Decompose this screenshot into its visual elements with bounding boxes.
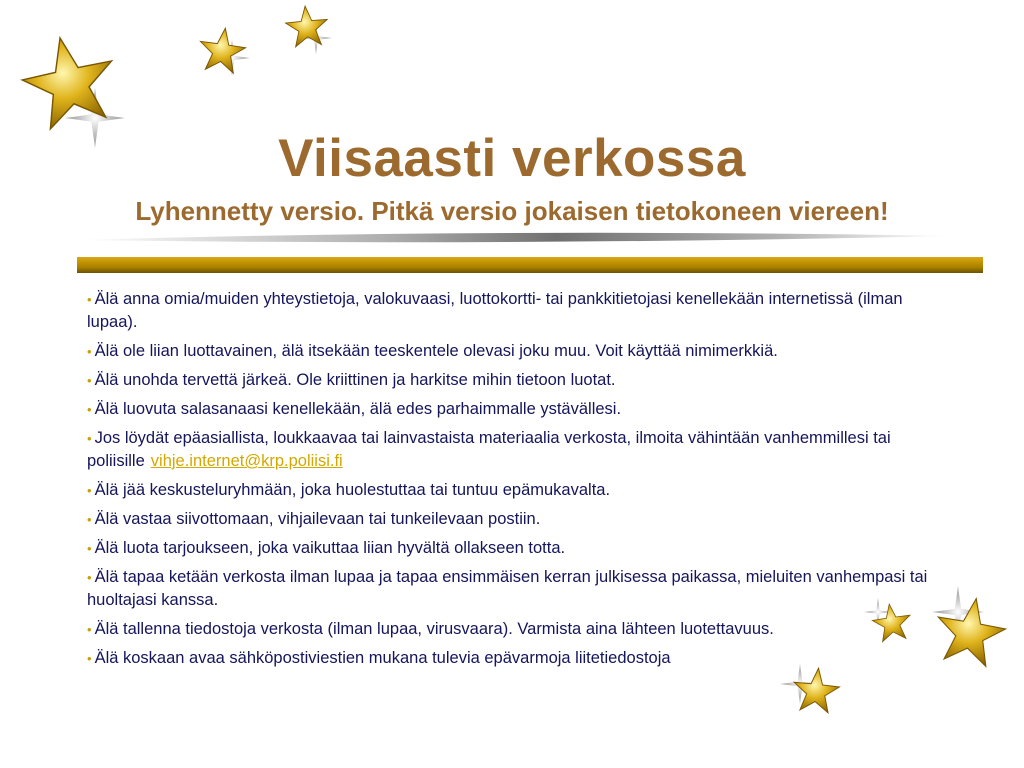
list-item: [87, 508, 947, 531]
list-item: [87, 537, 947, 560]
list-item: [87, 398, 947, 421]
list-item: [87, 479, 947, 502]
gold-divider-bar: [77, 257, 983, 273]
list-item: [87, 427, 947, 473]
list-item: [87, 288, 947, 334]
bullet-icon: •: [87, 402, 92, 417]
list-item: [87, 618, 947, 641]
list-item-text: Älä unohda tervettä järkeä. Ole kriittinen ja harkitse mihin tietoon luotat.: [94, 371, 616, 389]
list-item-text: Älä jää keskusteluryhmään, joka huolestuttaa tai tuntuu epämukavalta.: [94, 481, 611, 499]
title-swoosh: [75, 233, 950, 242]
list-item: [87, 340, 947, 363]
page-title: Viisaasti verkossa: [278, 129, 746, 188]
gold-star-icon: [284, 4, 329, 47]
bullet-icon: •: [87, 570, 92, 585]
bullet-icon: •: [87, 373, 92, 388]
bullet-icon: •: [87, 292, 92, 307]
bullet-icon: •: [87, 483, 92, 498]
bullet-icon: •: [87, 344, 92, 359]
list-item: [87, 647, 947, 670]
list-item-text: Älä luota tarjoukseen, joka vaikuttaa liian hyvältä ollakseen totta.: [94, 539, 566, 557]
silver-star-icon: [300, 22, 332, 54]
list-item: [87, 566, 947, 612]
silver-star-icon: [214, 40, 250, 76]
bullet-icon: •: [87, 431, 92, 446]
list-item: [87, 369, 947, 392]
list-item-text: Älä anna omia/muiden yhteystietoja, valokuvaasi, luottokortti- tai pankkitietojasi kenellekään internetissä (ilman lupaa).: [87, 290, 903, 331]
list-item-text: Jos löydät epäasiallista, loukkaavaa tai lainvastaista materiaalia verkosta, ilmoita vähintään vanhemmillesi tai poliisille: [87, 429, 891, 470]
gold-star-icon: [15, 29, 122, 133]
list-item-text: Älä ole liian luottavainen, älä itsekään teeskentele olevasi joku muu. Voit käyttää nimimerkkiä.: [94, 342, 778, 360]
list-item-text: Älä luovuta salasanaasi kenellekään, älä edes parhaimmalle ystävällesi.: [94, 400, 622, 418]
gold-star-icon: [197, 25, 248, 74]
bullet-list: [87, 288, 947, 676]
list-item-text: Älä koskaan avaa sähköpostiviestien mukana tulevia epävarmoja liitetiedostoja: [94, 649, 671, 667]
bullet-icon: •: [87, 651, 92, 666]
list-item-text: Älä tapaa ketään verkosta ilman lupaa ja tapaa ensimmäisen kerran julkisessa paikassa, mieluiten vanhempasi tai huoltajasi kanssa.: [87, 568, 928, 609]
bullet-icon: •: [87, 512, 92, 527]
bullet-icon: •: [87, 622, 92, 637]
page-subtitle: Lyhennetty versio. Pitkä versio jokaisen tietokoneen viereen!: [135, 196, 889, 226]
police-email-link[interactable]: vihje.internet@krp.poliisi.fi: [150, 452, 343, 470]
list-item-text: Älä vastaa siivottomaan, vihjailevaan tai tunkeilevaan postiin.: [94, 510, 541, 528]
bullet-icon: •: [87, 541, 92, 556]
list-item-text: Älä tallenna tiedostoja verkosta (ilman lupaa, virusvaara). Varmista aina lähteen luotettavuus.: [94, 620, 774, 638]
